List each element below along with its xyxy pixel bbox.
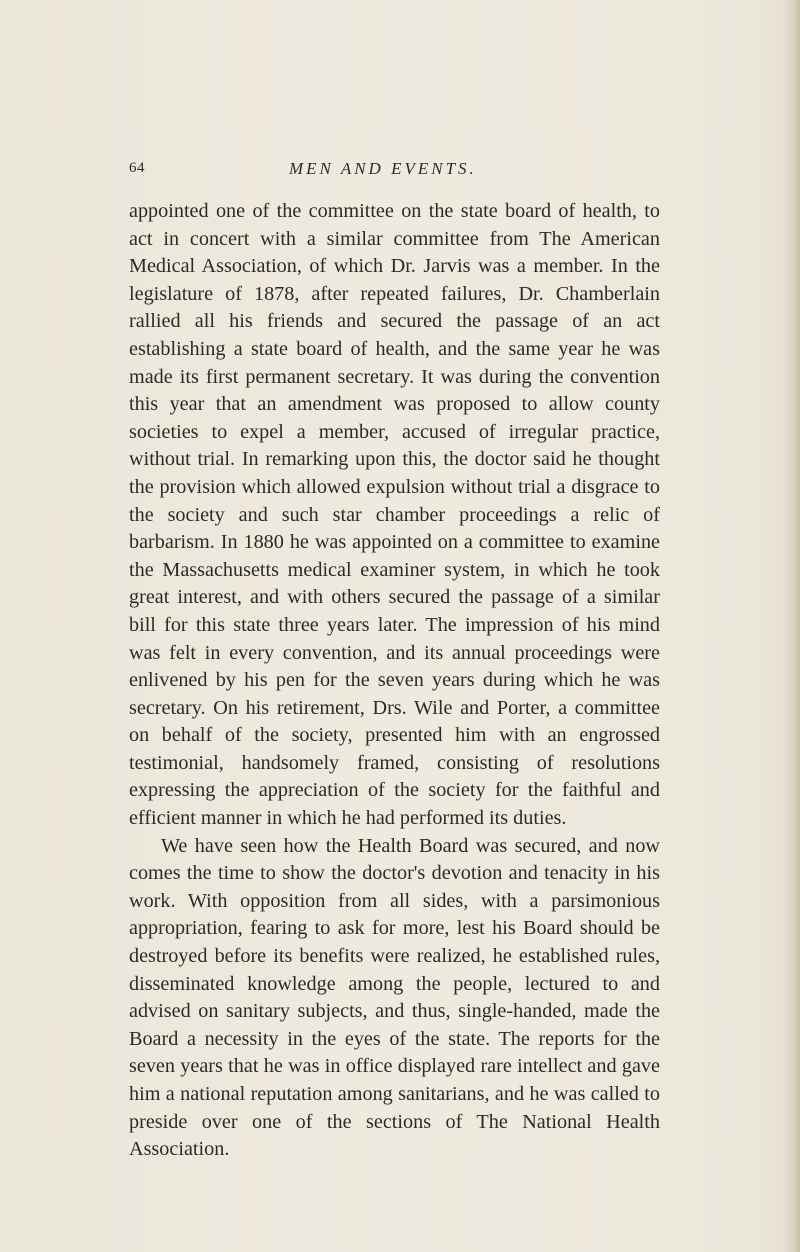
page-number: 64 [129, 160, 145, 176]
running-head: MEN AND EVENTS. [289, 159, 477, 178]
paragraph: appointed one of the committee on the state board of health, to act in concert with a similar committee from The American Medical Association, of which Dr. Jarvis was a member. In the legislature of 1878, after repeated failures, Dr. Chamberlain rallied all his friends and secured the passage of an act establishing a state board of health, and the same year he was made its first permanent secretary. It was during the convention this year that an amendment was proposed to allow county societies to expel a member, accused of irregular practice, without trial. In remarking upon this, the doctor said he thought the provision which allowed expulsion without trial a disgrace to the society and such star chamber proceedings a relic of barbarism. In 1880 he was appointed on a committee to examine the Massachusetts medical examiner system, in which he took great interest, and with others secured the passage of a similar bill for this state three years later. The impression of his mind was felt in every convention, and its annual proceedings were enlivened by his pen for the seven years during which he was secretary. On his retirement, Drs. Wile and Porter, a committee on behalf of the society, presented him with an engrossed testimonial, handsomely framed, consisting of resolutions expressing the appreciation of the society for the faithful and efficient manner in which he had performed its duties. [129, 200, 660, 830]
page-edge-shadow [782, 0, 800, 1252]
paragraph: We have seen how the Health Board was secured, and now comes the time to show the doctor's devotion and tenacity in his work. With opposition from all sides, with a parsimonious appropriation, fearing to ask for more, lest his Board should be destroyed before its benefits were realized, he established rules, disseminated knowledge among the people, lectured to and advised on sanitary subjects, and thus, single-handed, made the Board a necessity in the eyes of the state. The reports for the seven years that he was in office displayed rare intellect and gave him a national reputation among sanitarians, and he was called to preside over one of the sections of The National Health Association. [129, 834, 660, 1161]
page-header [129, 160, 669, 186]
body-text [129, 198, 660, 1164]
